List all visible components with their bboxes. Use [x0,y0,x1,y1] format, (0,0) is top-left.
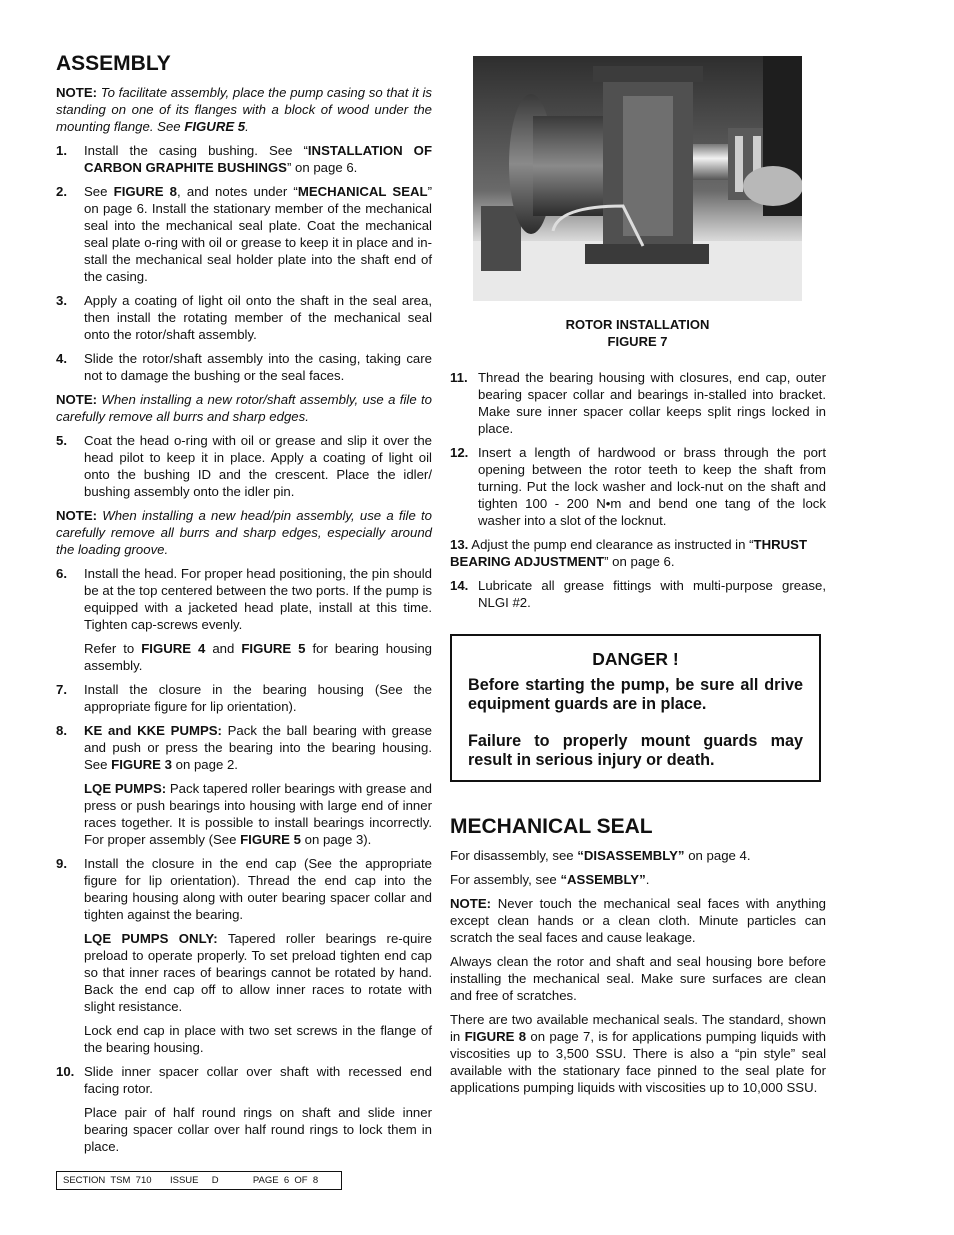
assembly-step-9-lock: Lock end cap in place with two set screws in the flange of the bearing housing. [84,1023,432,1055]
assembly-step-10: 10. Slide inner spacer collar over shaft with recessed end facing rotor. [56,1064,432,1096]
danger-line-2: Failure to properly mount guards may result in serious injury or death. [468,732,803,769]
mechanical-seal-types: There are two available mechanical seals. The standard, shown in FIGURE 8 on page 7, is for applications pumping liquids with viscosities up to 3,500 SSU. There is also a “pin style” seal available with the stationary face pinned to the seal plate for applications pumping liquids with viscosities up to 10,000 SSU. [450,1012,826,1095]
assembly-step-11: 11. Thread the bearing housing with closures, end cap, outer bearing spacer collar and bearings in-stalled into bracket. Make sure inner spacer collar keeps split rings locked in place. [450,370,826,436]
assembly-step-8: 8. KE and KKE PUMPS: Pack the ball bearing with grease and push or press the bearing into the bearing housing. See FIGURE 3 on page 2. [56,723,433,772]
mechanical-seal-heading: MECHANICAL SEAL [450,815,653,838]
danger-warning-box [450,634,821,782]
mechanical-seal-note: NOTE: Never touch the mechanical seal faces with anything except clean hands or a clean cloth. Minute particles can scratch the seal faces and cause leakage. [450,896,826,945]
assembly-step-4: 4. Slide the rotor/shaft assembly into the casing, taking care not to damage the bushing or the seal faces. [56,351,432,383]
mechanical-seal-section [450,815,826,1103]
assembly-heading: ASSEMBLY [56,52,171,75]
assembly-step-9-lqe: LQE PUMPS ONLY: Tapered roller bearings re-quire preload to operate properly. To set preload tighten end cap so that inner races of bearings cannot be rotated by hand. Back the end cap off to allow inner races to rotate with slight resistance. [84,931,432,1014]
mechanical-seal-disassembly: For disassembly, see “DISASSEMBLY” on page 4. [450,848,751,863]
assembly-steps-continued [450,369,826,618]
figure-7-caption: ROTOR INSTALLATION FIGURE 7 [565,317,710,349]
assembly-step-6-refer: Refer to FIGURE 4 and FIGURE 5 for bearing housing assembly. [84,641,432,673]
note-head-pin: NOTE: When installing a new head/pin assembly, use a file to carefully remove all burrs and sharp edges, especially around the loading groove. [56,508,433,557]
intro-note: NOTE: To facilitate assembly, place the pump casing so that it is standing on one of its flanges with a block of wood under the mounting flange. See FIGURE 5. [56,85,432,134]
rotor-installation-photo [473,56,802,301]
assembly-step-3: 3. Apply a coating of light oil onto the shaft in the seal area, then install the rotating member of the mechanical seal onto the rotor/shaft assembly. [56,293,432,342]
assembly-step-2: 2. See FIGURE 8, and notes under “MECHANICAL SEAL” on page 6. Install the stationary member of the mechanical seal into the mechanical seal plate. Coat the mechanical seal plate o-ring with oil or grease to keep it in place and in-stall the mechanical seal holder plate into the shaft end of the casing. [56,184,432,284]
mechanical-seal-assembly: For assembly, see “ASSEMBLY”. [450,872,650,887]
note-rotor-shaft: NOTE: When installing a new rotor/shaft assembly, use a file to carefully remove all burrs and sharp edges. [56,392,432,424]
danger-line-1: Before starting the pump, be sure all drive equipment guards are in place. [468,676,803,713]
assembly-step-6: 6. Install the head. For proper head positioning, the pin should be at the top centered between the two ports. If the pump is equipped with a jacketed head plate, install at this time. Tighten cap-screws evenly. [56,566,432,632]
mechanical-seal-clean: Always clean the rotor and shaft and seal housing bore before installing the mechanical seal. Make sure surfaces are clean and free of scratches. [450,954,826,1003]
assembly-step-10-rings: Place pair of half round rings on shaft and slide inner bearing spacer collar over half round rings to lock them in place. [84,1105,432,1154]
danger-title: DANGER ! [592,649,679,669]
page-footer: SECTION TSM 710 ISSUE D PAGE 6 OF 8 [56,1171,342,1190]
assembly-step-14: 14. Lubricate all grease fittings with multi-purpose grease, NLGI #2. [450,578,826,610]
assembly-step-13: 13. Adjust the pump end clearance as instructed in “THRUST BEARING ADJUSTMENT” on page 6. [450,537,807,569]
assembly-step-7: 7. Install the closure in the bearing housing (See the appropriate figure for lip orientation). [56,682,432,714]
assembly-step-8-lqe: LQE PUMPS: Pack tapered roller bearings with grease and press or push bearings into housing with large end of inner races together. It is possible to install bearings incorrectly. For proper assembly (See FIGURE 5 on page 3). [84,781,432,847]
assembly-step-12: 12. Insert a length of hardwood or brass through the port opening between the rotor teeth to keep the shaft from turning. Put the lock washer and lock-nut on the shaft and tighten 100 - 200 N•m and bend one tang of the lock washer into a slot of the locknut. [450,445,826,528]
assembly-step-1: 1. Install the casing bushing. See “INSTALLATION OF CARBON GRAPHITE BUSHINGS” on page 6. [56,143,432,175]
assembly-section [56,52,432,1162]
assembly-step-5: 5. Coat the head o-ring with oil or grease and slip it over the head pilot to keep it in place. Apply a coating of light oil onto the bushing ID and the crescent. Place the idler/ bushing assembly onto the idler pin. [56,433,432,499]
assembly-step-9: 9. Install the closure in the end cap (See the appropriate figure for lip orientation). Thread the end cap into the bearing housing along with outer bearing spacer collar and tighten against the bearing. [56,856,432,922]
